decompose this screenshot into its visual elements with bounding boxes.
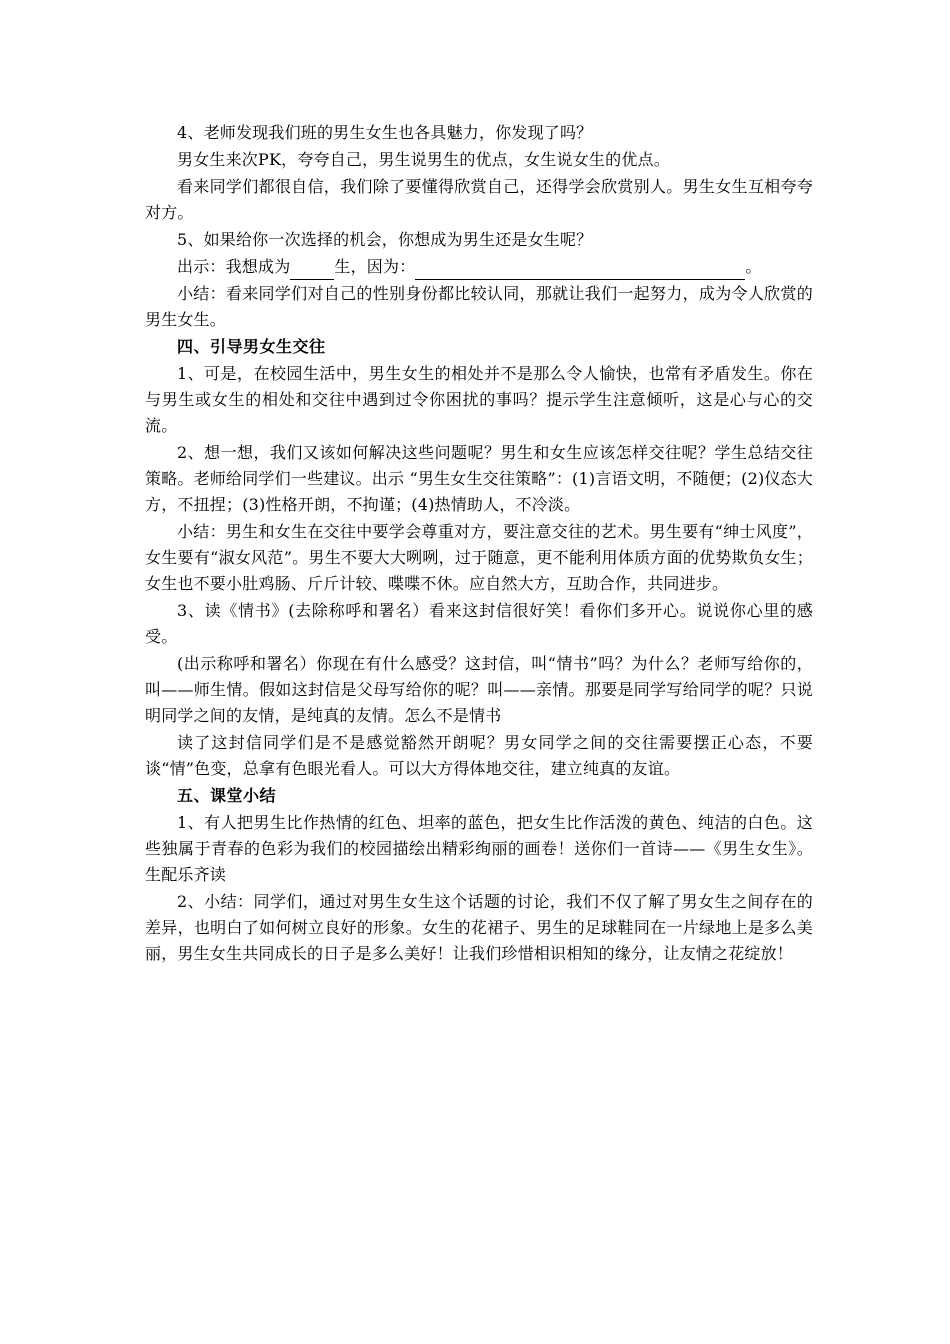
section-heading-5: 五、课堂小结 <box>177 786 277 805</box>
paragraph-campus-life: 1、可是，在校园生活中，男生女生的相处并不是那么令人愉快，也常有矛盾发生。你在与男生或女生的相处和交往中遇到过令你困扰的事吗？提示学生注意倾听，这是心与心的交流。 <box>145 364 813 435</box>
paragraph-5: 5、如果给你一次选择的机会，你想成为男生还是女生呢？ <box>177 230 593 249</box>
show-middle: 生，因为： <box>334 257 416 276</box>
paragraph-letter-discussion: (出示称呼和署名）你现在有什么感受？这封信，叫“情书”吗？为什么？老师写给你的，叫——师生情。假如这封信是父母写给你的呢？叫——亲情。那要是同学写给同学的呢？只说明同学之间的友情，是纯真的友情。怎么不是情书 <box>145 654 813 725</box>
paragraph-pk: 男女生来次PK，夸夸自己，男生说男生的优点，女生说女生的优点。 <box>177 150 670 169</box>
show-suffix: 。 <box>745 257 762 276</box>
section-heading-4: 四、引导男女生交往 <box>177 337 326 356</box>
document-page <box>145 120 813 968</box>
paragraph-friendship: 读了这封信同学们是不是感觉豁然开朗呢？男女同学之间的交往需要摆正心态，不要谈“情”色变，总拿有色眼光看人。可以大方得体地交往，建立纯真的友谊。 <box>145 733 813 778</box>
paragraph-final-summary: 2、小结：同学们，通过对男生女生这个话题的讨论，我们不仅了解了男女生之间存在的差异，也明白了如何树立良好的形象。女生的花裙子、男生的足球鞋同在一片绿地上是多么美丽，男生女生共同成长的日子是多么美好！让我们珍惜相识相知的缘分，让友情之花绽放！ <box>145 892 813 963</box>
paragraph-4: 4、老师发现我们班的男生女生也各具魅力，你发现了吗？ <box>177 123 593 142</box>
paragraph-summary-1: 小结：看来同学们对自己的性别身份都比较认同，那就让我们一起努力，成为令人欣赏的男生女生。 <box>145 284 813 329</box>
paragraph-show-blank <box>145 254 813 280</box>
paragraph-confidence: 看来同学们都很自信，我们除了要懂得欣赏自己，还得学会欣赏别人。男生女生互相夸夸对方。 <box>145 177 813 222</box>
blank-reason <box>415 261 745 280</box>
blank-gender <box>290 261 334 280</box>
paragraph-strategy: 2、想一想，我们又该如何解决这些问题呢？男生和女生应该怎样交往呢？学生总结交往策略。老师给同学们一些建议。出示 “男生女生交往策略”：(1)言语文明，不随便；(2)仪态大方，不扭捏；(3)性格开朗，不拘谨；(4)热情助人，不冷淡。 <box>145 443 813 514</box>
paragraph-colors: 1、有人把男生比作热情的红色、坦率的蓝色，把女生比作活泼的黄色、纯洁的白色。这些独属于青春的色彩为我们的校园描绘出精彩绚丽的画卷！送你们一首诗——《男生女生》。生配乐齐读 <box>145 813 813 884</box>
show-prefix: 出示：我想成为 <box>177 257 291 276</box>
paragraph-love-letter: 3、读《情书》(去除称呼和署名）看来这封信很好笑！看你们多开心。说说你心里的感受。 <box>145 601 813 646</box>
paragraph-summary-2: 小结：男生和女生在交往中要学会尊重对方，要注意交往的艺术。男生要有“绅士风度”，女生要有“淑女风范”。男生不要大大咧咧，过于随意，更不能利用体质方面的优势欺负女生；女生也不要小肚鸡肠、斤斤计较、喋喋不休。应自然大方，互助合作，共同进步。 <box>145 522 813 593</box>
